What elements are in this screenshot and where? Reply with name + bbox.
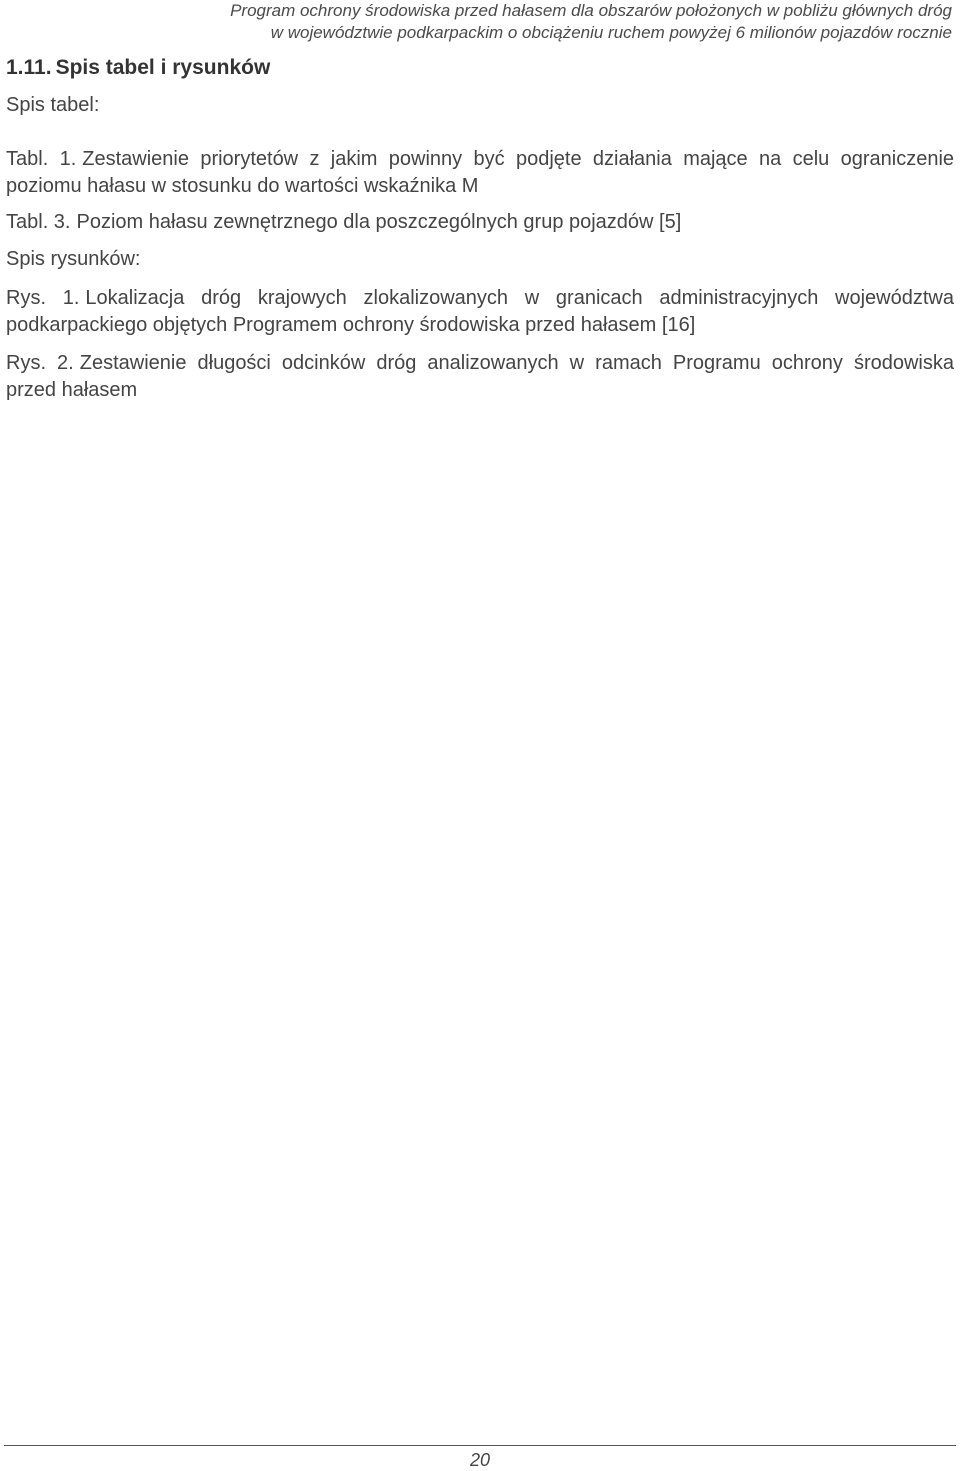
running-header: [12, 0, 952, 44]
figure-entry-text: Zestawienie długości odcinków dróg analizowanych w ramach Programu ochrony środowiska przed hałasem: [6, 352, 954, 401]
figure-entry-2: [6, 350, 954, 404]
table-entry-label: Tabl. 3.: [6, 211, 71, 233]
section-title: Spis tabel i rysunków: [55, 56, 271, 79]
section-number: 1.11.: [6, 56, 52, 79]
figure-entry-label: Rys. 1.: [6, 287, 80, 309]
section-heading: [6, 55, 270, 81]
tables-list-heading: Spis tabel:: [6, 94, 100, 116]
table-entry-label: Tabl. 1.: [6, 148, 77, 170]
table-entry-3: [6, 209, 954, 236]
figure-entry-1: [6, 285, 954, 339]
figure-entry-text: Lokalizacja dróg krajowych zlokalizowanych w granicach administracyjnych województwa podkarpackiego objętych Programem ochrony środowiska przed hałasem [16]: [6, 287, 954, 336]
figure-entry-label: Rys. 2.: [6, 352, 74, 374]
footer-divider: [4, 1445, 956, 1446]
running-header-line-1: Program ochrony środowiska przed hałasem dla obszarów położonych w pobliżu głównych dróg: [230, 1, 952, 20]
figures-list-heading: Spis rysunków:: [6, 248, 141, 270]
running-header-line-2: w województwie podkarpackim o obciążeniu ruchem powyżej 6 milionów pojazdów rocznie: [270, 23, 952, 42]
table-entry-1: [6, 146, 954, 200]
table-entry-text: Zestawienie priorytetów z jakim powinny być podjęte działania mające na celu ograniczenie poziomu hałasu w stosunku do wartości wskaźnika M: [6, 148, 955, 197]
page-number: 20: [469, 1450, 491, 1470]
table-entry-text: Poziom hałasu zewnętrznego dla poszczególnych grup pojazdów [5]: [76, 211, 682, 233]
